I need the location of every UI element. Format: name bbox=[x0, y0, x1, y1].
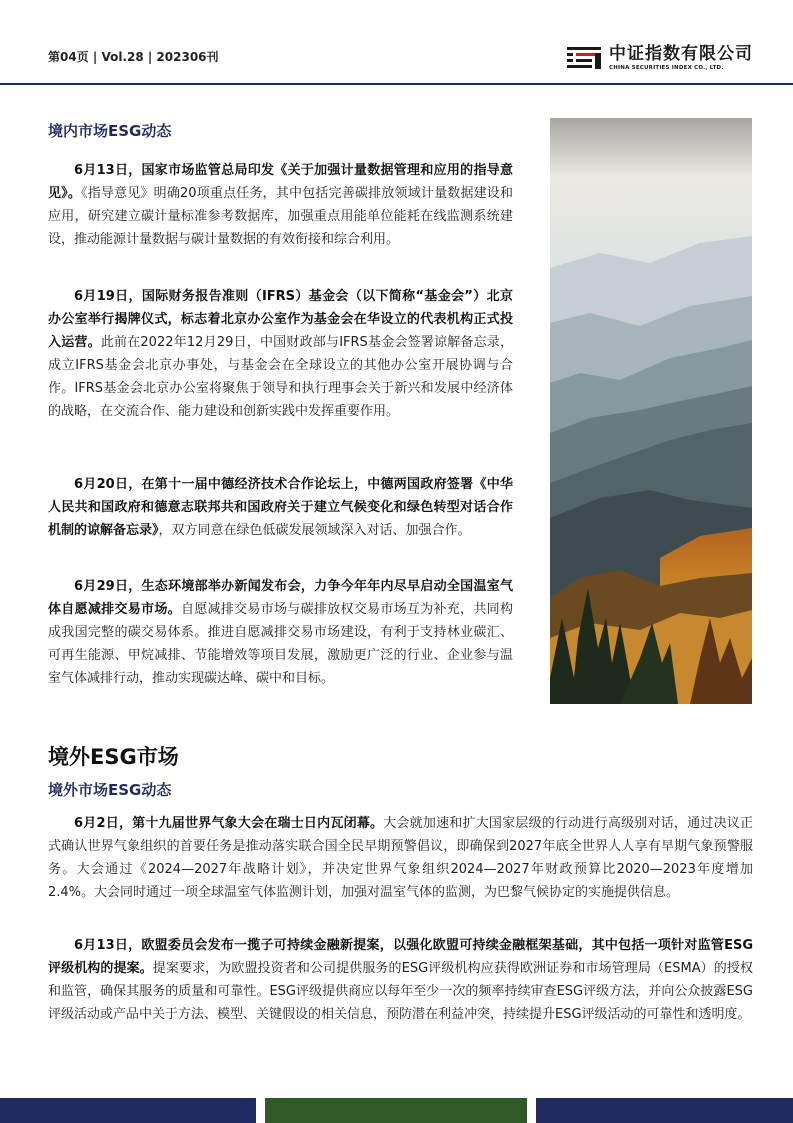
issue-meta: 第04页 | Vol.28 | 202306刊 bbox=[48, 50, 219, 64]
paragraph-body: 此前在2022年12月29日，中国财政部与IFRS基金会签署谅解备忘录，成立IFRS基金会北京办事处，与基金会在全球设立的其他办公室开展协调与合作。IFRS基金会北京办公室将聚焦于领导和执行理事会关于新兴和发展中经济体的战略，在交流合作、能力建设和创新实践中发挥重要作用。 bbox=[48, 335, 513, 419]
domestic-subheading: 境内市场ESG动态 bbox=[48, 122, 172, 140]
company-logo-icon bbox=[567, 44, 603, 72]
paragraph-body: 《指导意见》明确20项重点任务，其中包括完善碳排放领域计量数据建设和应用，研究建立碳计量标准参考数据库，加强重点用能单位能耗在线监测系统建设，推动能源计量数据与碳计量数据的有效衔接和综合利用。 bbox=[48, 186, 513, 247]
paragraph-body: 自愿减排交易市场与碳排放权交易市场互为补充，共同构成我国完整的碳交易体系。推进自愿减排交易市场建设，有利于支持林业碳汇、可再生能源、甲烷减排、节能增效等项目发展，激励更广泛的行业、企业参与温室气体减排行动，推动实现碳达峰、碳中和目标。 bbox=[48, 602, 513, 686]
paragraph-lead: 6月13日，国家市场监管总局印发《关于加强计量数据管理和应用的指导意见》。 bbox=[48, 163, 513, 201]
paragraph-body: 提案要求，为欧盟投资者和公司提供服务的ESG评级机构应获得欧洲证券和市场管理局（ESMA）的授权和监管，确保其服务的质量和可靠性。ESG评级提供商应以每年至少一次的频率持续审查ESG评级方法，并向公众披露ESG评级活动或产品中关于方法、模型、关键假设的相关信息，预防潜在利益冲突，持续提升ESG评级活动的可靠性和透明度。 bbox=[48, 961, 753, 1022]
logo-chinese-name: 中证指数有限公司 bbox=[609, 43, 753, 64]
company-logo bbox=[567, 42, 753, 74]
paragraph-body: ，双方同意在绿色低碳发展领域深入对话、加强合作。 bbox=[158, 523, 471, 538]
footer-navy-segment bbox=[536, 1098, 793, 1123]
paragraph-lead: 6月13日，欧盟委员会发布一揽子可持续金融新提案，以强化欧盟可持续金融框架基础，其中包括一项针对监管ESG评级机构的提案。 bbox=[48, 938, 753, 976]
domestic-paragraph bbox=[48, 285, 513, 423]
domestic-paragraph bbox=[48, 473, 513, 542]
footer-bar bbox=[0, 1098, 793, 1123]
overseas-subheading: 境外市场ESG动态 bbox=[48, 781, 172, 799]
paragraph-lead: 6月19日，国际财务报告准则（IFRS）基金会（以下简称“基金会”）北京办公室举行揭牌仪式，标志着北京办公室作为基金会在华设立的代表机构正式投入运营。 bbox=[48, 289, 513, 350]
paragraph-lead: 6月29日，生态环境部举办新闻发布会，力争今年年内尽早启动全国温室气体自愿减排交易市场。 bbox=[48, 579, 513, 617]
domestic-paragraph bbox=[48, 575, 513, 690]
overseas-paragraph bbox=[48, 934, 753, 1026]
header-divider bbox=[0, 83, 793, 85]
misty-forest-photo bbox=[550, 118, 752, 704]
footer-green-segment bbox=[265, 1098, 527, 1123]
paragraph-lead: 6月2日，第十九届世界气象大会在瑞士日内瓦闭幕。 bbox=[74, 816, 384, 831]
paragraph-lead: 6月20日，在第十一届中德经济技术合作论坛上，中德两国政府签署《中华人民共和国政府和德意志联邦共和国政府关于建立气候变化和绿色转型对话合作机制的谅解备忘录》 bbox=[48, 477, 513, 538]
overseas-heading: 境外ESG市场 bbox=[48, 745, 179, 769]
paragraph-body: 大会就加速和扩大国家层级的行动进行高级别对话，通过决议正式确认世界气象组织的首要任务是推动落实联合国全民早期预警倡议，即确保到2027年底全世界人人享有早期气象预警服务。大会通过《2024—2027年战略计划》，并决定世界气象组织2024—2027年财政预算比2020—2023年度增加2.4%。大会同时通过一项全球温室气体监测计划，加强对温室气体的监测，为巴黎气候协定的实施提供信息。 bbox=[48, 816, 753, 900]
overseas-paragraph bbox=[48, 812, 753, 904]
domestic-paragraph bbox=[48, 159, 513, 251]
footer-navy-segment bbox=[0, 1098, 256, 1123]
logo-english-name: CHINA SECURITIES INDEX CO., LTD. bbox=[609, 64, 724, 71]
